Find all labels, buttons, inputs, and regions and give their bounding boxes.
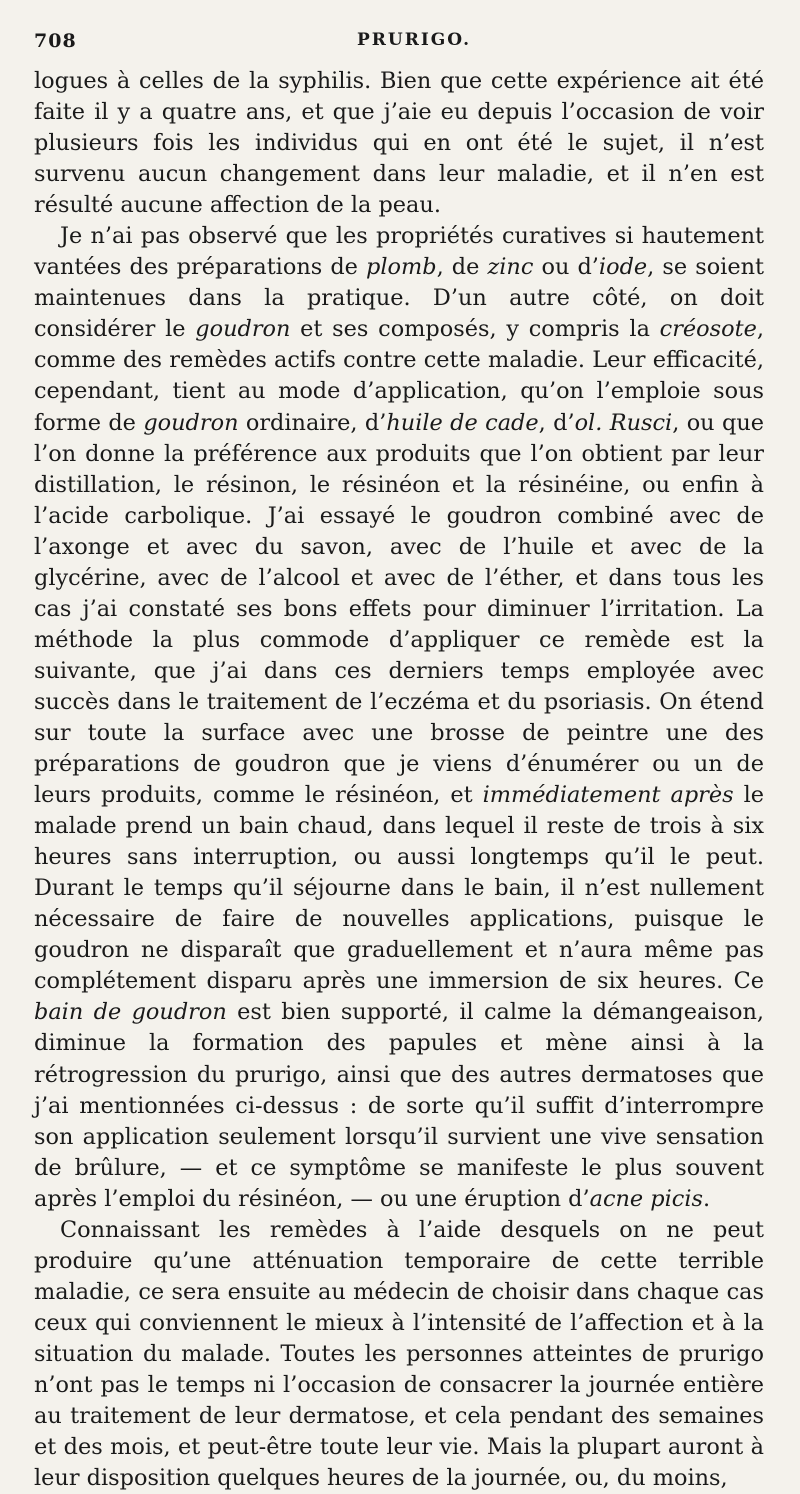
italic-term: plomb (366, 254, 437, 281)
text-run: , se soient maintenues dans la pratique. D’un autre côté, on doit considérer le (34, 254, 765, 343)
italic-term: immédiatement après (482, 782, 734, 809)
text-run: est bien supporté, il calme la démangeaison, diminue la formation des papules et mène ainsi à la rétrogression du prurigo, ainsi que des autres dermatoses que j’ai mentionnées ci-dessus : de sorte qu’il suffit d’interrompre son application seulement lorsqu’il survient une vive sensation de brûlure, — et ce symptôme se manifeste le plus souvent après l’emploi du résinéon, — ou une éruption d’ (34, 999, 764, 1212)
paragraph (34, 66, 764, 221)
text-run: Je n’ai pas observé que les propriétés curatives si hautement vantées des préparations de (34, 223, 764, 281)
text-run: , d’ (538, 409, 575, 436)
text-run: logues à celles de la syphilis. Bien que cette expérience ait été faite il y a quatre ans, et que j’aie eu depuis l’occasion de voir plusieurs fois les individus qui en ont été le sujet, il n’est survenu aucun changement dans leur maladie, et il n’en est résulté aucune affection de la peau. (34, 68, 764, 219)
text-run: le malade prend un bain chaud, dans lequel il reste de trois à six heures sans interruption, ou aussi longtemps qu’il le peut. Durant le temps qu’il séjourne dans le bain, il n’est nullement nécessaire de faire de nouvelles applications, puisque le goudron ne disparaît que graduellement et n’aura même pas complétement disparu après une immersion de six heures. Ce (34, 782, 764, 995)
italic-term: goudron (143, 409, 239, 436)
page-number: 708 (34, 30, 77, 52)
body-text (34, 66, 764, 1494)
paragraph (34, 1215, 764, 1494)
text-run: Connaissant les remèdes à l’aide desquels on ne peut produire qu’une atténuation temporaire de cette terrible maladie, ce sera ensuite au médecin de choisir dans chaque cas ceux qui conviennent le mieux à l’intensité de l’affection et à la situation du malade. Toutes les personnes atteintes de prurigo n’ont pas le temps ni l’occasion de consacrer la journée entière au traitement de leur dermatose, et cela pendant des semaines et des mois, et peut-être toute leur vie. Mais la plupart auront à leur disposition quelques heures de la journée, ou, du moins, (34, 1216, 764, 1492)
running-head: PRURIGO. (356, 30, 472, 50)
italic-term: zinc (487, 254, 534, 281)
text-run: , comme des remèdes actifs contre cette maladie. Leur efficacité, cependant, tient au mode d’application, qu’on l’emploie sous forme de (34, 316, 764, 436)
italic-term: huile de cade (386, 409, 539, 436)
text-run: , de (436, 254, 488, 281)
text-run: , ou que l’on donne la préférence aux produits que l’on obtient par leur distillation, le résinon, le résinéon et la résinéine, ou enfin à l’acide carbolique. J’ai essayé le goudron combiné avec de l’axonge et avec du savon, avec de l’huile et avec de la glycérine, avec de l’alcool et avec de l’éther, et dans tous les cas j’ai constaté ses bons effets pour diminuer l’irritation. La méthode la plus commode d’appliquer ce remède est la suivante, que j’ai dans ces derniers temps employée avec succès dans le traitement de l’eczéma et du psoriasis. On étend sur toute la surface avec une brosse de peintre une des préparations de goudron que je viens d’énumérer ou un de leurs produits, comme le résinéon, et (34, 409, 764, 809)
italic-term: iode (598, 254, 648, 281)
text-run: ou d’ (533, 254, 599, 281)
text-run: et ses composés, y compris la (290, 316, 660, 343)
italic-term: créosote (659, 316, 757, 343)
text-run: ordinaire, d’ (238, 409, 387, 436)
italic-term: acne picis (589, 1185, 703, 1212)
text-run: . (703, 1185, 711, 1212)
italic-term: ol. Rusci (574, 409, 673, 436)
paragraph (34, 221, 764, 1215)
italic-term: goudron (195, 316, 291, 343)
italic-term: bain de goudron (34, 999, 227, 1026)
page-header (34, 30, 760, 60)
